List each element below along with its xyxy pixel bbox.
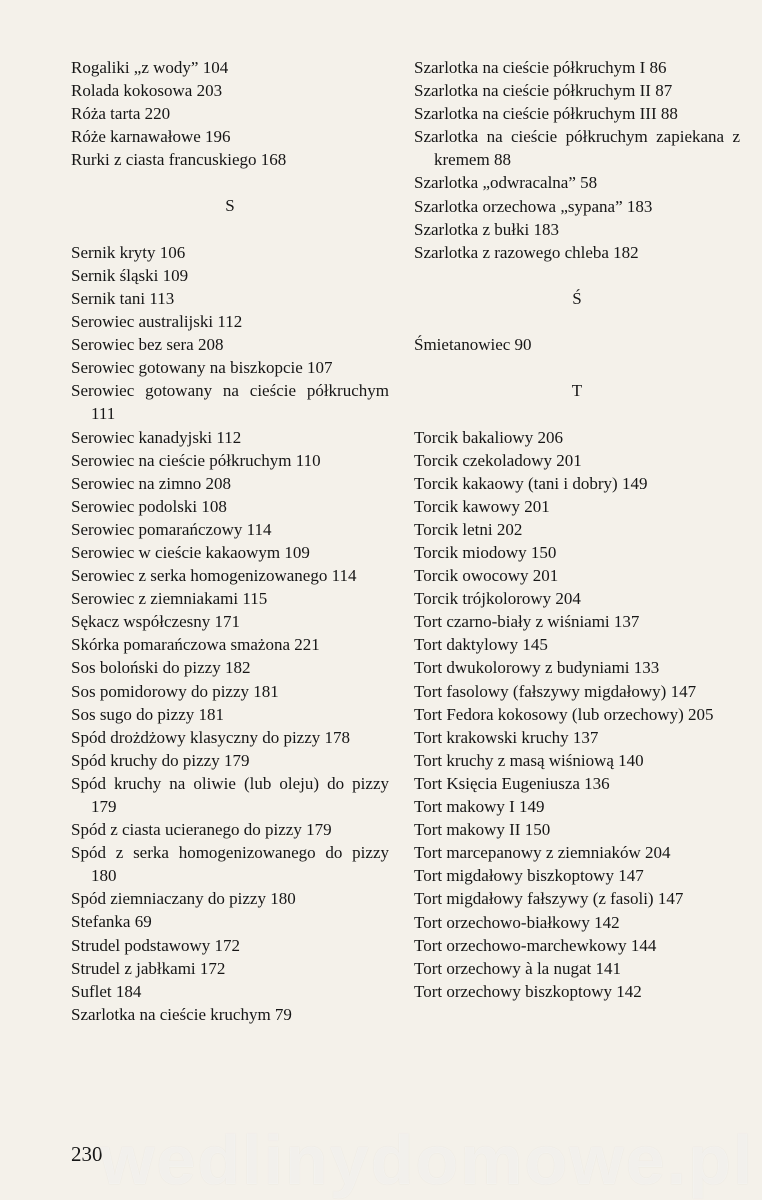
- index-entry: Serowiec australijski 112: [71, 312, 243, 332]
- index-entry: Szarlotka na cieście półkruchym I 86: [414, 58, 667, 77]
- index-entry: Śmietanowiec 90: [414, 335, 532, 355]
- index-entry: Rogaliki „z wody” 104: [71, 58, 229, 77]
- index-entry: Tort orzechowo-marchewkowy 144: [414, 935, 657, 955]
- index-entry: Sos pomidorowy do pizzy 181: [71, 681, 279, 701]
- index-entry: Suflet 184: [71, 981, 142, 1001]
- index-entry: Serowiec na cieście półkruchym 110: [71, 450, 321, 470]
- index-entry: Spód drożdżowy klasyczny do pizzy 178: [71, 727, 351, 747]
- index-column-right: [414, 56, 740, 1003]
- index-entry: Strudel z jabłkami 172: [71, 958, 226, 978]
- index-entry: Tort Fedora kokosowy (lub orzechowy) 205: [414, 704, 714, 724]
- index-entry: Serowiec bez sera 208: [71, 335, 224, 355]
- index-entry: Sernik tani 113: [71, 288, 175, 308]
- index-entry: Rurki z ciasta francuskiego 168: [71, 150, 287, 170]
- index-entry: Tort marcepanowy z ziemniaków 204: [414, 843, 671, 863]
- index-entry: Sernik śląski 109: [71, 265, 189, 285]
- index-entry: Torcik trójkolorowy 204: [414, 589, 581, 609]
- section-letter: T: [571, 381, 583, 401]
- index-entry: Róża tarta 220: [71, 104, 171, 124]
- index-entry: Spód z serka homogenizowanego do pizzy 180: [71, 843, 389, 886]
- index-entry: Spód kruchy do pizzy 179: [71, 750, 250, 770]
- section-letter: S: [225, 196, 235, 216]
- index-entry: Serowiec podolski 108: [71, 496, 227, 516]
- index-entry: Tort makowy II 150: [414, 820, 551, 840]
- index-entry: Tort czarno-biały z wiśniami 137: [414, 612, 640, 632]
- index-entry: Stefanka 69: [71, 912, 152, 932]
- index-entry: Tort migdałowy biszkoptowy 147: [414, 866, 644, 886]
- index-entry: Sos boloński do pizzy 182: [71, 658, 251, 678]
- index-entry: Tort krakowski kruchy 137: [414, 727, 599, 747]
- index-entry: Torcik owocowy 201: [414, 566, 559, 586]
- index-entry: Skórka pomarańczowa smażona 221: [71, 635, 320, 655]
- index-entry: Torcik czekoladowy 201: [414, 450, 582, 470]
- index-entry: Serowiec kanadyjski 112: [71, 427, 242, 447]
- page-number: 230: [71, 1142, 103, 1166]
- index-entry: Serowiec gotowany na cieście półkruchym 111: [71, 381, 389, 424]
- index-entry: Torcik letni 202: [414, 519, 523, 539]
- section-letter: Ś: [572, 288, 582, 308]
- index-entry: Szarlotka na cieście półkruchym III 88: [414, 104, 678, 124]
- index-entry: Tort fasolowy (fałszywy migdałowy) 147: [414, 681, 697, 701]
- index-entry: Strudel podstawowy 172: [71, 935, 241, 955]
- index-column-left: [71, 56, 389, 1026]
- index-entry: Spód ziemniaczany do pizzy 180: [71, 889, 296, 909]
- index-entry: Spód kruchy na oliwie (lub oleju) do pizzy 179: [71, 773, 389, 817]
- index-entry: Torcik kakaowy (tani i dobry) 149: [414, 473, 648, 493]
- index-entry: Szarlotka z razowego chleba 182: [414, 242, 639, 262]
- index-entry: Szarlotka na cieście półkruchym zapiekana z kremem 88: [414, 127, 740, 170]
- index-entry: Szarlotka z bułki 183: [414, 219, 559, 239]
- watermark: wedlinydomowe.pl: [100, 1121, 755, 1199]
- index-entry: Torcik kawowy 201: [414, 496, 550, 516]
- index-entry: Róże karnawałowe 196: [71, 127, 231, 147]
- index-entry: Sos sugo do pizzy 181: [71, 704, 224, 724]
- index-entry: Torcik miodowy 150: [414, 543, 557, 562]
- index-entry: Tort migdałowy fałszywy (z fasoli) 147: [414, 889, 684, 909]
- index-entry: Szarlotka „odwracalna” 58: [414, 173, 598, 193]
- index-entry: Tort Księcia Eugeniusza 136: [414, 773, 610, 793]
- index-entry: Tort makowy I 149: [414, 797, 545, 817]
- index-entry: Szarlotka na cieście kruchym 79: [71, 1004, 292, 1024]
- index-entry: Spód z ciasta ucieranego do pizzy 179: [71, 820, 332, 840]
- index-entry: Serowiec pomarańczowy 114: [71, 519, 272, 539]
- index-entry: Serowiec z ziemniakami 115: [71, 589, 268, 609]
- index-entry: Rolada kokosowa 203: [71, 81, 223, 101]
- index-entry: Sękacz współczesny 171: [71, 612, 241, 632]
- index-entry: Tort orzechowy à la nugat 141: [414, 958, 621, 978]
- index-entry: Serowiec z serka homogenizowanego 114: [71, 566, 357, 586]
- index-entry: Tort daktylowy 145: [414, 635, 548, 655]
- index-entry: Tort orzechowo-białkowy 142: [414, 912, 620, 932]
- index-entry: Tort dwukolorowy z budyniami 133: [414, 658, 660, 678]
- index-entry: Sernik kryty 106: [71, 242, 186, 262]
- index-entry: Tort orzechowy biszkoptowy 142: [414, 981, 642, 1001]
- index-entry: Torcik bakaliowy 206: [414, 427, 563, 447]
- index-entry: Serowiec na zimno 208: [71, 473, 232, 493]
- index-entry: Serowiec gotowany na biszkopcie 107: [71, 358, 333, 378]
- index-entry: Serowiec w cieście kakaowym 109: [71, 542, 310, 562]
- index-entry: Szarlotka na cieście półkruchym II 87: [414, 81, 673, 101]
- index-entry: Szarlotka orzechowa „sypana” 183: [414, 196, 653, 216]
- index-entry: Tort kruchy z masą wiśniową 140: [414, 750, 644, 770]
